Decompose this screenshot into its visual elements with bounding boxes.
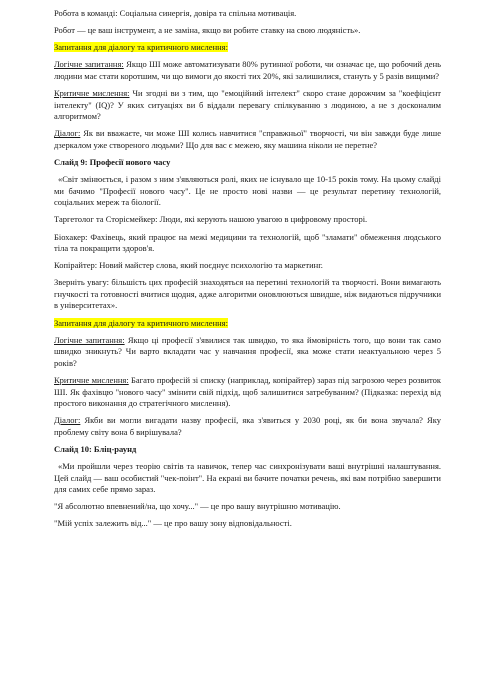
question-label: Критичне мислення: <box>54 88 130 99</box>
slide-10-intro: «Ми пройшли через теорію світів та навичок, тепер час синхронізувати ваші внутрішні налаштування. Цей слайд — ваш особистий "чек-поінт". На екрані ви бачите початки речень, які вам потрібно завершити для самих себе прямо зараз. <box>54 461 441 495</box>
question-section-header: Запитання для діалогу та критичного мислення: <box>54 42 228 53</box>
question-logical <box>54 335 441 370</box>
question-label: Діалог: <box>54 415 81 426</box>
question-text: Багато професій зі списку (наприклад, копірайтер) зараз під загрозою через розвиток ШІ. Як фахівцю "нового часу" змінити свій підхід, щоб залишитися затребуваним? (Підказка: перехід від простого виконання до стратегічного мислення). <box>54 374 442 409</box>
question-dialogue <box>54 128 441 151</box>
paragraph-teamwork: Робота в команді: Соціальна синергія, довіра та спільна мотивація. <box>54 8 297 18</box>
paragraph-copywriter: Копірайтер: Новий майстер слова, який поєднує психологію та маркетинг. <box>54 260 323 271</box>
question-logical <box>54 59 441 82</box>
paragraph-success: "Мій успіх залежить від..." — це про вашу зону відповідальності. <box>54 518 292 529</box>
question-label: Діалог: <box>54 128 81 139</box>
paragraph-targetologist: Таргетолог та Сторісмейкер: Люди, які керують нашою увагою в цифровому просторі. <box>54 214 368 225</box>
paragraph-robot-tool: Робот — це ваш інструмент, а не заміна, якщо ви робите ставку на свою людяність». <box>54 25 361 36</box>
paragraph-biohacker: Біохакер: Фахівець, який працює на межі медицини та технологій, щоб "зламати" обмеження людського тіла та покращити здоров'я. <box>54 231 441 254</box>
question-label: Критичне мислення: <box>54 374 129 385</box>
question-dialogue <box>54 415 441 438</box>
question-critical <box>54 88 441 123</box>
question-text: Якщо ШІ може автоматизувати 80% рутинної роботи, чи означає це, що робочий день людини має стати коротшим, чи що вимоги до якості тих 20%, які залишилися, стануть у 5 разів вищими? <box>54 59 441 81</box>
slide-9-intro: «Світ змінюється, і разом з ним з'являються ролі, яких не існувало ще 10-15 років тому. На цьому слайді ми бачимо "Професії нового часу". Це не просто нові назви — це результат перетину технологій, соціальних мереж та біології. <box>54 174 441 208</box>
question-label: Логічне запитання: <box>54 59 124 70</box>
question-text: Якщо ці професії з'явилися так швидко, то яка ймовірність того, що вони так само швидко зникнуть? Чи варто вкладати час у навчання професії, яка може стати неактуальною через 5 років? <box>54 334 441 368</box>
slide-9-heading: Слайд 9: Професії нового часу <box>54 157 171 168</box>
slide-10-heading: Слайд 10: Бліц-раунд <box>54 443 137 454</box>
question-critical <box>54 375 441 410</box>
paragraph-attention: Зверніть увагу: більшість цих професій знаходяться на перетині технологій та творчості. Вони вимагають гнучкості та готовності вчитися щодня, адже алгоритми оновлюються швидше, ніж видаються підручники в університетах». <box>54 277 441 311</box>
question-text: Чи згодні ви з тим, що "емоційний інтелект" скоро стане дорожчим за "коефіцієнт інтелекту" (IQ)? У яких ситуаціях ви б віддали перевагу спілкуванню з людиною, а не з досконалим алгоритмом? <box>54 88 441 122</box>
question-label: Логічне запитання: <box>54 334 125 345</box>
question-section-header: Запитання для діалогу та критичного мислення: <box>54 317 228 328</box>
paragraph-confident: "Я абсолютно впевнений/на, що хочу..." — це про вашу внутрішню мотивацію. <box>54 501 341 512</box>
question-text: Як ви вважаєте, чи може ШІ колись навчитися "справжньої" творчості, чи він завжди буде лише дзеркалом уже створеного людьми? Що для вас є межею, яку машина ніколи не перетне? <box>54 128 441 150</box>
question-text: Якби ви могли вигадати назву професії, яка з'явиться у 2030 році, як би вона звучала? Яку проблему світу вона б вирішувала? <box>54 415 441 437</box>
